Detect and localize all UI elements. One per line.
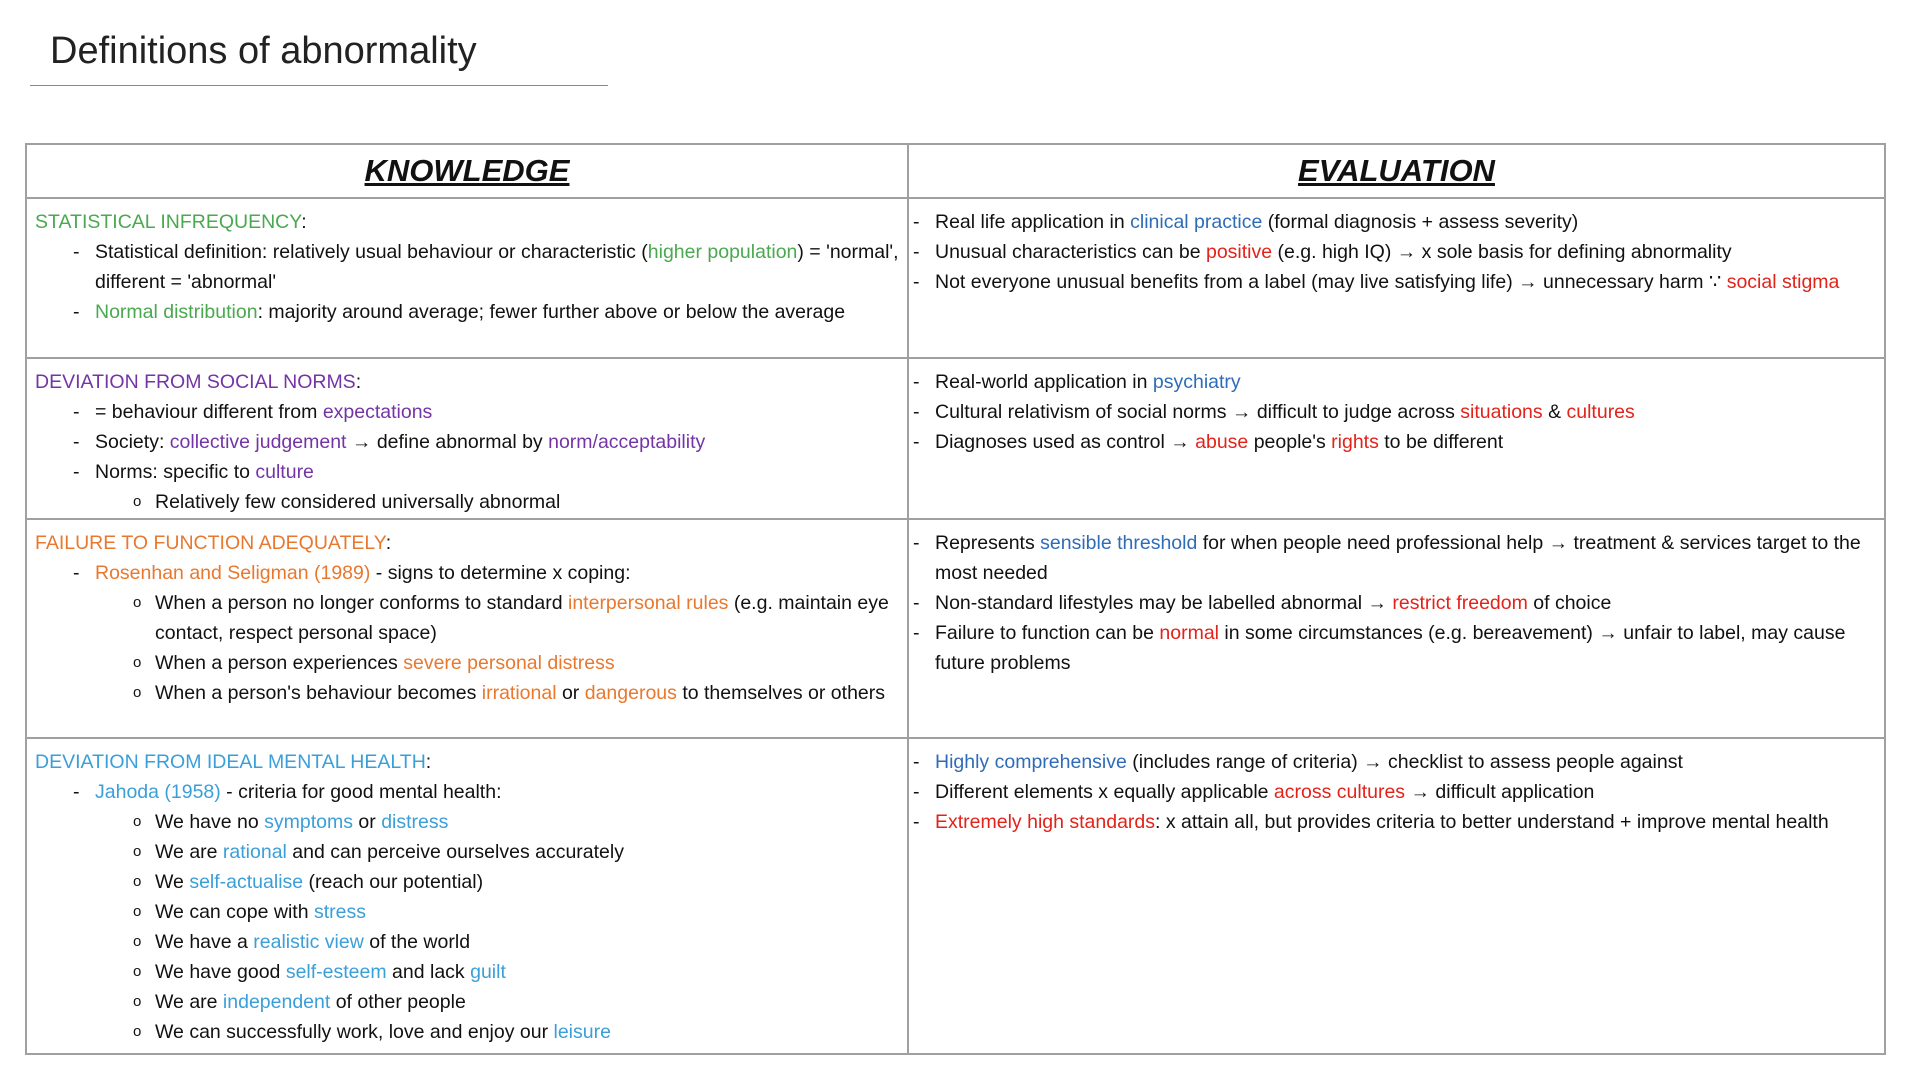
bullet-item (35, 588, 899, 648)
highlighted-term: positive (1205, 241, 1273, 263)
dash-bullet-icon: - (73, 461, 80, 483)
dash-bullet-icon: - (73, 781, 80, 803)
text-segment: When a person experiences (155, 652, 404, 674)
bullet-item (35, 807, 899, 837)
highlighted-term: abuse (1195, 431, 1249, 453)
dash-bullet-icon: - (913, 622, 920, 644)
bullet-item (35, 927, 899, 957)
highlighted-term: symptoms (264, 811, 353, 833)
text-segment: We can cope with (155, 901, 314, 923)
dash-bullet-icon: - (73, 562, 80, 584)
bullet-item (913, 528, 1876, 588)
highlighted-term: clinical practice (1130, 211, 1263, 233)
section-heading (35, 367, 899, 397)
circle-bullet-icon: o (133, 933, 142, 950)
dash-bullet-icon: - (73, 401, 80, 423)
text-segment: people's (1248, 431, 1332, 453)
highlighted-term: dangerous (584, 682, 677, 704)
highlighted-term: Extremely high standards (935, 811, 1156, 833)
page-title: Definitions of abnormality (50, 30, 477, 72)
text-segment: Non-standard lifestyles may be labelled abnormal → (935, 592, 1393, 614)
bullet-item (35, 1017, 899, 1047)
circle-bullet-icon: o (133, 813, 142, 830)
dash-bullet-icon: - (913, 532, 920, 554)
text-segment: ) = 'normal', different = 'abnormal' (95, 241, 899, 293)
highlighted-term: realistic view (253, 931, 364, 953)
text-segment: : majority around average; fewer further above or below the average (257, 301, 846, 323)
definitions-table (25, 143, 1886, 1055)
dash-bullet-icon: - (913, 431, 920, 453)
heading-colon: : (355, 371, 362, 393)
dash-bullet-icon: - (73, 241, 80, 263)
text-segment: We have a (155, 931, 254, 953)
highlighted-term: Jahoda (1958) (95, 781, 221, 803)
text-segment: (e.g. maintain eye contact, respect personal space) (155, 592, 889, 644)
highlighted-term: independent (222, 991, 331, 1013)
bullet-item (35, 987, 899, 1017)
highlighted-term: higher population (647, 241, 798, 263)
text-segment: We have good (155, 961, 286, 983)
text-segment: (includes range of criteria) → checklist to assess people against (1126, 751, 1683, 773)
bullet-item (35, 867, 899, 897)
bullet-item (35, 837, 899, 867)
bullet-item (35, 397, 899, 427)
bullet-item (35, 558, 899, 588)
text-segment: → define abnormal by (346, 431, 549, 453)
heading-colon: : (425, 751, 432, 773)
text-segment: Real-world application in (935, 371, 1153, 393)
circle-bullet-icon: o (133, 993, 142, 1010)
knowledge-cell (26, 358, 908, 519)
circle-bullet-icon: o (133, 873, 142, 890)
bullet-item (35, 897, 899, 927)
heading-colon: : (385, 532, 392, 554)
bullet-item (913, 397, 1876, 427)
text-segment: & (1542, 401, 1567, 423)
text-segment: When a person's behaviour becomes (155, 682, 482, 704)
text-segment: of the world (363, 931, 471, 953)
text-segment: We are (155, 991, 223, 1013)
text-segment: : x attain all, but provides criteria to better understand + improve mental health (1155, 811, 1829, 833)
bullet-item (35, 487, 899, 517)
circle-bullet-icon: o (133, 963, 142, 980)
bullet-item (913, 618, 1876, 678)
knowledge-header: KNOWLEDGE (26, 144, 908, 198)
text-segment: or (556, 682, 585, 704)
bullet-item (913, 267, 1876, 297)
highlighted-term: sensible threshold (1040, 532, 1198, 554)
text-segment: Different elements x equally applicable (935, 781, 1274, 803)
header-row (26, 144, 1885, 198)
text-segment: Statistical definition: relatively usual behaviour or characteristic ( (95, 241, 648, 263)
text-segment: Relatively few considered universally abnormal (155, 491, 561, 513)
highlighted-term: leisure (553, 1021, 611, 1043)
dash-bullet-icon: - (913, 751, 920, 773)
text-segment: Represents (935, 532, 1041, 554)
dash-bullet-icon: - (913, 781, 920, 803)
dash-bullet-icon: - (913, 241, 920, 263)
section-heading (35, 747, 899, 777)
text-segment: Society: (95, 431, 170, 453)
circle-bullet-icon: o (133, 903, 142, 920)
bullet-item (913, 747, 1876, 777)
text-segment: Cultural relativism of social norms → difficult to judge across (935, 401, 1461, 423)
dash-bullet-icon: - (913, 371, 920, 393)
text-segment: or (353, 811, 382, 833)
text-segment: When a person no longer conforms to standard (155, 592, 568, 614)
text-segment: in some circumstances (e.g. bereavement) → unfair to label, may cause future problems (935, 622, 1846, 674)
section-heading (35, 528, 899, 558)
highlighted-term: stress (313, 901, 366, 923)
highlighted-term: normal (1159, 622, 1219, 644)
bullet-item (913, 807, 1876, 837)
highlighted-term: self-actualise (189, 871, 304, 893)
circle-bullet-icon: o (133, 654, 142, 671)
bullet-item (913, 588, 1876, 618)
highlighted-term: distress (381, 811, 449, 833)
text-segment: to be different (1378, 431, 1504, 453)
row-deviation-from-social-norms (26, 358, 1885, 519)
text-segment: - criteria for good mental health: (220, 781, 502, 803)
highlighted-term: guilt (470, 961, 506, 983)
dash-bullet-icon: - (913, 592, 920, 614)
highlighted-term: culture (255, 461, 314, 483)
circle-bullet-icon: o (133, 594, 142, 611)
text-segment: Real life application in (935, 211, 1131, 233)
bullet-item (35, 957, 899, 987)
bullet-item (35, 297, 899, 327)
bullet-item (913, 367, 1876, 397)
bullet-item (35, 678, 899, 708)
bullet-item (35, 777, 899, 807)
text-segment: Failure to function can be (935, 622, 1160, 644)
dash-bullet-icon: - (73, 431, 80, 453)
text-segment: to themselves or others (676, 682, 885, 704)
text-segment: (reach our potential) (303, 871, 484, 893)
knowledge-cell (26, 519, 908, 738)
bullet-item (913, 237, 1876, 267)
highlighted-term: interpersonal rules (568, 592, 729, 614)
text-segment: → difficult application (1405, 781, 1595, 803)
title-underline (30, 85, 608, 86)
section-heading-text: STATISTICAL INFREQUENCY (35, 211, 302, 233)
text-segment: Norms: specific to (95, 461, 256, 483)
highlighted-term: restrict freedom (1392, 592, 1528, 614)
text-segment: for when people need professional help → treatment & services target to the most needed (935, 532, 1861, 584)
row-deviation-from-ideal-mental-health (26, 738, 1885, 1054)
highlighted-term: self-esteem (285, 961, 387, 983)
text-segment: of other people (330, 991, 466, 1013)
evaluation-header: EVALUATION (908, 144, 1885, 198)
circle-bullet-icon: o (133, 843, 142, 860)
dash-bullet-icon: - (913, 211, 920, 233)
text-segment: Not everyone unusual benefits from a label (may live satisfying life) → unnecessary harm ∵ (935, 271, 1727, 293)
text-segment: We are (155, 841, 223, 863)
highlighted-term: cultures (1566, 401, 1635, 423)
text-segment: and lack (386, 961, 471, 983)
section-heading-text: DEVIATION FROM IDEAL MENTAL HEALTH (35, 751, 426, 773)
circle-bullet-icon: o (133, 1023, 142, 1040)
dash-bullet-icon: - (913, 401, 920, 423)
evaluation-cell (908, 519, 1885, 738)
section-heading-text: DEVIATION FROM SOCIAL NORMS (35, 371, 356, 393)
highlighted-term: Rosenhan and Seligman (1989) (95, 562, 371, 584)
dash-bullet-icon: - (73, 301, 80, 323)
highlighted-term: situations (1460, 401, 1543, 423)
bullet-item (913, 777, 1876, 807)
highlighted-term: rights (1331, 431, 1379, 453)
circle-bullet-icon: o (133, 493, 142, 510)
section-heading-text: FAILURE TO FUNCTION ADEQUATELY (35, 532, 386, 554)
highlighted-term: across cultures (1273, 781, 1406, 803)
highlighted-term: Highly comprehensive (935, 751, 1127, 773)
bullet-item (35, 457, 899, 487)
dash-bullet-icon: - (913, 811, 920, 833)
evaluation-cell (908, 358, 1885, 519)
text-segment: We have no (155, 811, 265, 833)
text-segment: = behaviour different from (95, 401, 323, 423)
bullet-item (35, 237, 899, 297)
text-segment: We (155, 871, 190, 893)
bullet-item (35, 427, 899, 457)
highlighted-term: severe personal distress (403, 652, 615, 674)
highlighted-term: irrational (481, 682, 557, 704)
circle-bullet-icon: o (133, 684, 142, 701)
evaluation-cell (908, 198, 1885, 358)
section-heading (35, 207, 899, 237)
row-statistical-infrequency (26, 198, 1885, 358)
knowledge-cell (26, 738, 908, 1054)
bullet-item (35, 648, 899, 678)
bullet-item (913, 207, 1876, 237)
bullet-item (913, 427, 1876, 457)
row-failure-to-function (26, 519, 1885, 738)
highlighted-term: social stigma (1726, 271, 1840, 293)
highlighted-term: rational (222, 841, 287, 863)
text-segment: - signs to determine x coping: (370, 562, 631, 584)
dash-bullet-icon: - (913, 271, 920, 293)
text-segment: and can perceive ourselves accurately (286, 841, 624, 863)
text-segment: of choice (1527, 592, 1612, 614)
highlighted-term: collective judgement (169, 431, 347, 453)
evaluation-cell (908, 738, 1885, 1054)
highlighted-term: Normal distribution (95, 301, 258, 323)
highlighted-term: norm/acceptability (548, 431, 706, 453)
heading-colon: : (301, 211, 307, 233)
text-segment: (e.g. high IQ) → x sole basis for defining abnormality (1272, 241, 1732, 263)
highlighted-term: psychiatry (1152, 371, 1241, 393)
text-segment: Unusual characteristics can be (935, 241, 1206, 263)
knowledge-cell (26, 198, 908, 358)
text-segment: (formal diagnosis + assess severity) (1262, 211, 1579, 233)
highlighted-term: expectations (322, 401, 433, 423)
text-segment: Diagnoses used as control → (935, 431, 1196, 453)
text-segment: We can successfully work, love and enjoy our (155, 1021, 554, 1043)
